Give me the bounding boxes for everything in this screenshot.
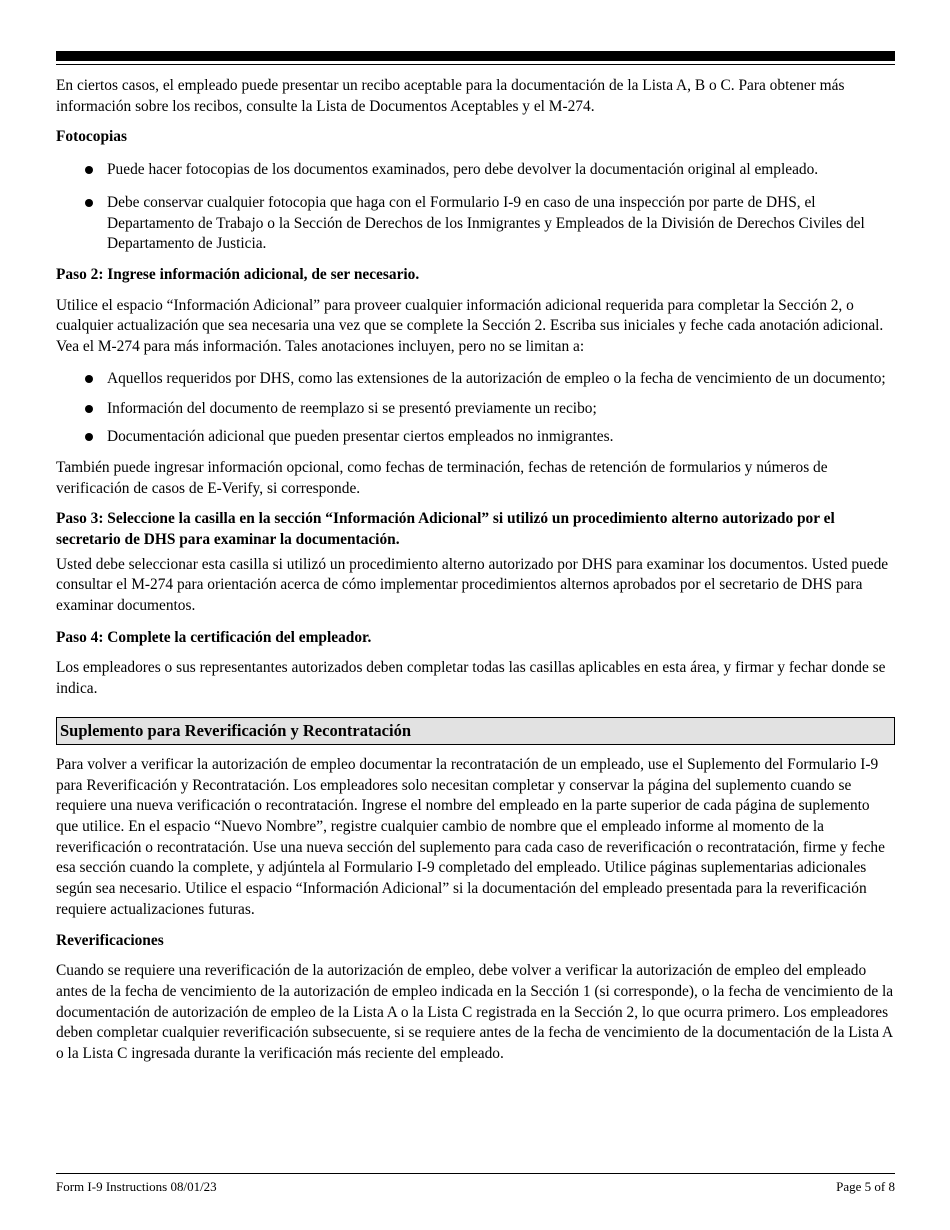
footer-page-number: Page 5 of 8 (836, 1179, 895, 1194)
suplemento-text: Para volver a verificar la autorización de empleo documentar la recontratación de un empleado, use el Suplemento del Formulario I-9 para Reverificación y Recontratación. Los empleadores solo necesitan completar y conservar la página del suplemento cuando se requiere una nueva verificación o recontratación. Ingrese el nombre del empleado en la parte superior de cada página de suplemento que utilice. En el espacio “Nuevo Nombre”, registre cualquier cambio de nombre que el empleado informe al momento de la reverificación o recontratación. Use una nueva sección del suplemento para cada caso de reverificación o recontratación, firme y feche esa sección cuando la complete, y adjúntela al Formulario I-9 completado del empleado. Utilice páginas suplementarias adicionales según sea necesario. Utilice el espacio “Información Adicional” si la documentación del empleado presentada para la reverificación requiere actualizaciones futuras. (56, 755, 885, 918)
fotocopias-heading: Fotocopias (56, 128, 127, 146)
top-thin-rule (56, 64, 895, 65)
paso2-text: Utilice el espacio “Información Adicional” para proveer cualquier información adicional requerida para completar la Sección 2, o cualquier actualización que sea necesaria una vez que se complete la Sección 2. Escriba sus iniciales y feche cada anotación adicional. Vea el M-274 para más información. Tales anotaciones incluyen, pero no se limitan a: (56, 296, 884, 356)
footer-form-id: Form I-9 Instructions 08/01/23 (56, 1179, 217, 1194)
list-item: Documentación adicional que pueden presentar ciertos empleados no inmigrantes. (56, 427, 895, 448)
top-thick-rule (56, 51, 895, 61)
bullet-icon (85, 405, 93, 413)
footer-rule (56, 1173, 895, 1174)
suplemento-section-header: Suplemento para Reverificación y Recontratación (56, 717, 895, 745)
bullet-icon (85, 433, 93, 441)
bullet-icon (85, 199, 93, 207)
bullet-icon (85, 166, 93, 174)
paso3-text: Usted debe seleccionar esta casilla si utilizó un procedimiento alterno autorizado por DHS para examinar los documentos. Usted puede consultar el M-274 para orientación acerca de cómo implementar procedimientos alternos aprobados por el secretario de DHS para examinar documentos. (56, 555, 889, 615)
paso2-after: También puede ingresar información opcional, como fechas de terminación, fechas de retención de formularios y números de verificación de casos de E-Verify, si corresponde. (56, 458, 828, 497)
paso4-text: Los empleadores o sus representantes autorizados deben completar todas las casillas aplicables en esta área, y firmar y fechar donde se indica. (56, 659, 886, 698)
reverificaciones-heading: Reverificaciones (56, 931, 164, 949)
intro-paragraph: En ciertos casos, el empleado puede presentar un recibo aceptable para la documentación de la Lista A, B o C. Para obtener más información sobre los recibos, consulte la Lista de Documentos Aceptables y el M-274. (56, 77, 845, 115)
paso3-heading: Paso 3: Seleccione la casilla en la sección “Información Adicional” si utilizó un procedimiento alterno autorizado por el secretario de DHS para examinar la documentación. (56, 510, 835, 548)
fotocopias-list (56, 160, 895, 255)
page-content (56, 76, 895, 1065)
list-item: Información del documento de reemplazo si se presentó previamente un recibo; (56, 399, 895, 420)
paso2-list (56, 369, 895, 448)
paso2-heading: Paso 2: Ingrese información adicional, de ser necesario. (56, 265, 420, 283)
reverificaciones-text: Cuando se requiere una reverificación de la autorización de empleo, debe volver a verificar la autorización de empleo del empleado antes de la fecha de vencimiento de la autorización de empleo indicada en la Sección 1 (si corresponde), o la fecha de vencimiento de la documentación de autorización de empleo de la Lista A o la Lista C registrada en la Sección 2, lo que ocurra primero. Los empleadores deben completar cualquier reverificación subsecuente, si se requiere antes de la fecha de vencimiento de la documentación de la Lista A o la Lista C ingresada durante la verificación más reciente del empleado. (56, 962, 894, 1063)
list-item: Puede hacer fotocopias de los documentos examinados, pero debe devolver la documentación original al empleado. (56, 160, 895, 181)
list-item: Debe conservar cualquier fotocopia que haga con el Formulario I-9 en caso de una inspección por parte de DHS, el Departamento de Trabajo o la Sección de Derechos de los Inmigrantes y Empleados de la División de Derechos Civiles del Departamento de Justicia. (56, 193, 895, 255)
list-item: Aquellos requeridos por DHS, como las extensiones de la autorización de empleo o la fecha de vencimiento de un documento; (56, 369, 895, 390)
paso4-heading: Paso 4: Complete la certificación del empleador. (56, 628, 372, 646)
bullet-icon (85, 375, 93, 383)
